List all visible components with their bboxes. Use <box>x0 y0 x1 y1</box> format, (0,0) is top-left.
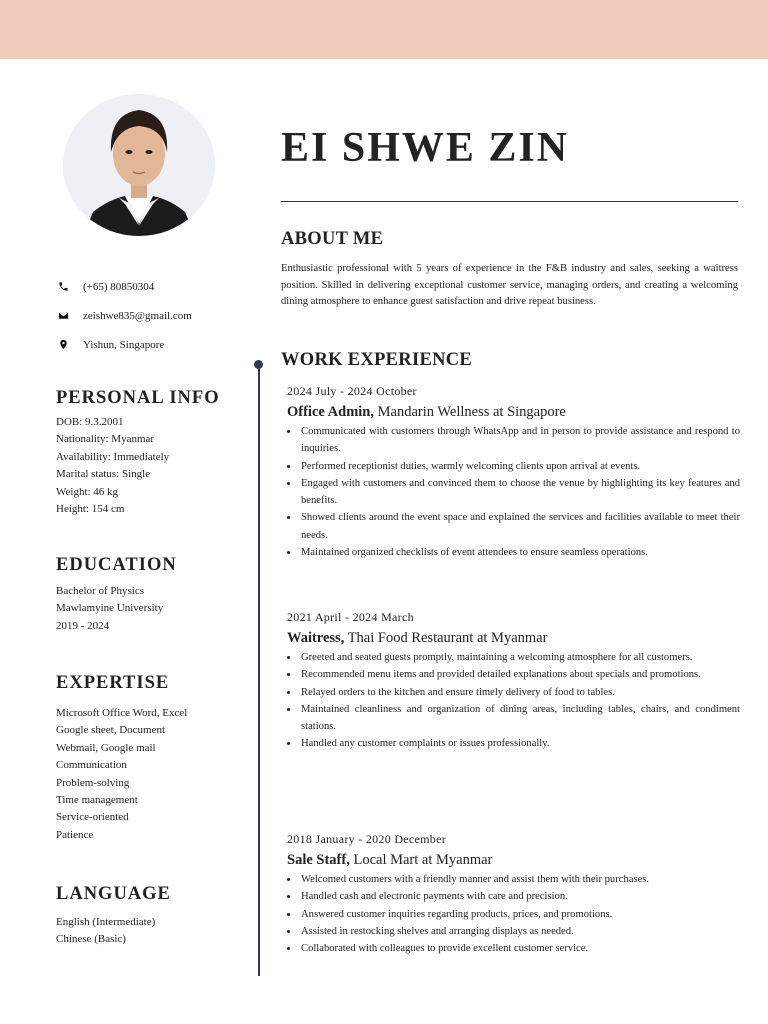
personal-info-item: DOB: 9.3.2001 <box>56 416 124 428</box>
expertise-item: Time management <box>56 793 138 806</box>
expertise-heading: EXPERTISE <box>56 673 170 693</box>
job-date: 2021 April - 2024 March <box>287 610 414 624</box>
education-item: 2019 - 2024 <box>56 619 110 632</box>
location-pin-icon <box>56 338 70 352</box>
job-duty: • Recommended menu items and provided detailed explanations about specials and promotions. <box>299 666 740 683</box>
job-duty: • Collaborated with colleagues to provide excellent customer service. <box>299 940 740 957</box>
education-item: Mawlamyine University <box>56 602 164 615</box>
job-title <box>287 401 740 423</box>
top-band <box>0 0 768 59</box>
personal-info-heading: PERSONAL INFO <box>56 388 220 408</box>
job-duty: • Welcomed customers with a friendly manner and assist them with their purchases. <box>299 871 740 888</box>
profile-photo <box>63 94 215 236</box>
about-heading: ABOUT ME <box>281 229 384 249</box>
personal-info-list <box>56 414 169 518</box>
contact-block <box>56 272 256 359</box>
email-text: zeishwe835@gmail.com <box>83 309 192 322</box>
education-heading: EDUCATION <box>56 555 177 575</box>
job-role: Sale Staff, <box>287 852 350 868</box>
contact-phone <box>56 272 256 301</box>
expertise-item: Service-oriented <box>56 811 129 824</box>
job-duty: • Handled cash and electronic payments with care and precision. <box>299 888 740 905</box>
job-duty: • Communicated with customers through WhatsApp and in person to provide assistance and respond to inquiries. <box>299 423 740 458</box>
personal-info-item: Availability: Immediately <box>56 450 170 463</box>
job-title <box>287 627 740 649</box>
work-experience-heading: WORK EXPERIENCE <box>281 350 473 370</box>
phone-icon <box>56 280 70 294</box>
profile-photo-image <box>63 94 215 236</box>
contact-email <box>56 301 256 330</box>
job-company: Mandarin Wellness at Singapore <box>374 404 566 420</box>
job-duty: • Answered customer inquiries regarding products, prices, and promotions. <box>299 906 740 923</box>
personal-info-item: Weight: 46 kg <box>56 485 119 498</box>
about-text: Enthusiastic professional with 5 years of experience in the F&B industry and sales, seeking a waitress position. Skilled in delivering exceptional customer service, managing orders, and creating a welcoming dining atmosphere to enhance guest satisfaction and drive repeat business. <box>281 263 738 308</box>
expertise-list <box>56 705 187 844</box>
job-duties <box>287 649 740 753</box>
job-duty: • Handled any customer complaints or issues professionally. <box>299 735 740 752</box>
expertise-item: Problem-solving <box>56 776 130 789</box>
personal-info-item: Marital status: Single <box>56 468 151 481</box>
job-duty: • Showed clients around the event space and explained the services and facilities available to meet their needs. <box>299 509 740 544</box>
expertise-item: Communication <box>56 759 127 772</box>
mail-icon <box>56 309 70 323</box>
job-duties <box>287 871 740 957</box>
job-company: Local Mart at Myanmar <box>349 852 493 868</box>
header-divider <box>281 201 738 202</box>
education-item: Bachelor of Physics <box>56 585 144 597</box>
job-date: 2024 July - 2024 October <box>287 384 417 398</box>
phone-text: (+65) 80850304 <box>83 280 155 293</box>
language-item: English (Intermediate) <box>56 916 156 928</box>
expertise-item: Webmail, Google mail <box>56 741 156 754</box>
job-duty: • Maintained cleanliness and organization of dining areas, including tables, chairs, and condiment stations. <box>299 701 740 736</box>
timeline-line <box>258 364 260 976</box>
language-item: Chinese (Basic) <box>56 933 126 946</box>
job-role: Office Admin, <box>287 404 374 420</box>
location-text: Yishun, Singapore <box>83 338 165 351</box>
contact-location <box>56 330 256 359</box>
candidate-name: EI SHWE ZIN <box>281 125 570 171</box>
job-title <box>287 849 740 871</box>
expertise-item: Patience <box>56 828 94 841</box>
job-entry <box>287 607 740 753</box>
language-heading: LANGUAGE <box>56 884 171 904</box>
personal-info-item: Nationality: Myanmar <box>56 433 155 446</box>
job-role: Waitress, <box>287 630 345 646</box>
job-duty: • Maintained organized checklists of event attendees to ensure seamless operations. <box>299 544 740 561</box>
job-duty: • Greeted and seated guests promptly, maintaining a welcoming atmosphere for all customers. <box>299 649 740 666</box>
job-duty: • Performed receptionist duties, warmly welcoming clients upon arrival at events. <box>299 458 740 475</box>
personal-info-item: Height: 154 cm <box>56 502 125 515</box>
job-duty: • Relayed orders to the kitchen and ensure timely delivery of food to tables. <box>299 684 740 701</box>
job-duty: • Assisted in restocking shelves and arranging displays as needed. <box>299 923 740 940</box>
job-date: 2018 January - 2020 December <box>287 832 447 846</box>
expertise-item: Google sheet, Document <box>56 724 166 737</box>
language-list <box>56 914 155 949</box>
job-entry <box>287 381 740 561</box>
job-company: Thai Food Restaurant at Myanmar <box>344 630 548 646</box>
expertise-item: Microsoft Office Word, Excel <box>56 707 188 719</box>
job-duty: • Engaged with customers and convinced them to choose the venue by highlighting its key features and benefits. <box>299 475 740 510</box>
job-entry <box>287 829 740 957</box>
job-duties <box>287 423 740 561</box>
education-list <box>56 583 163 635</box>
